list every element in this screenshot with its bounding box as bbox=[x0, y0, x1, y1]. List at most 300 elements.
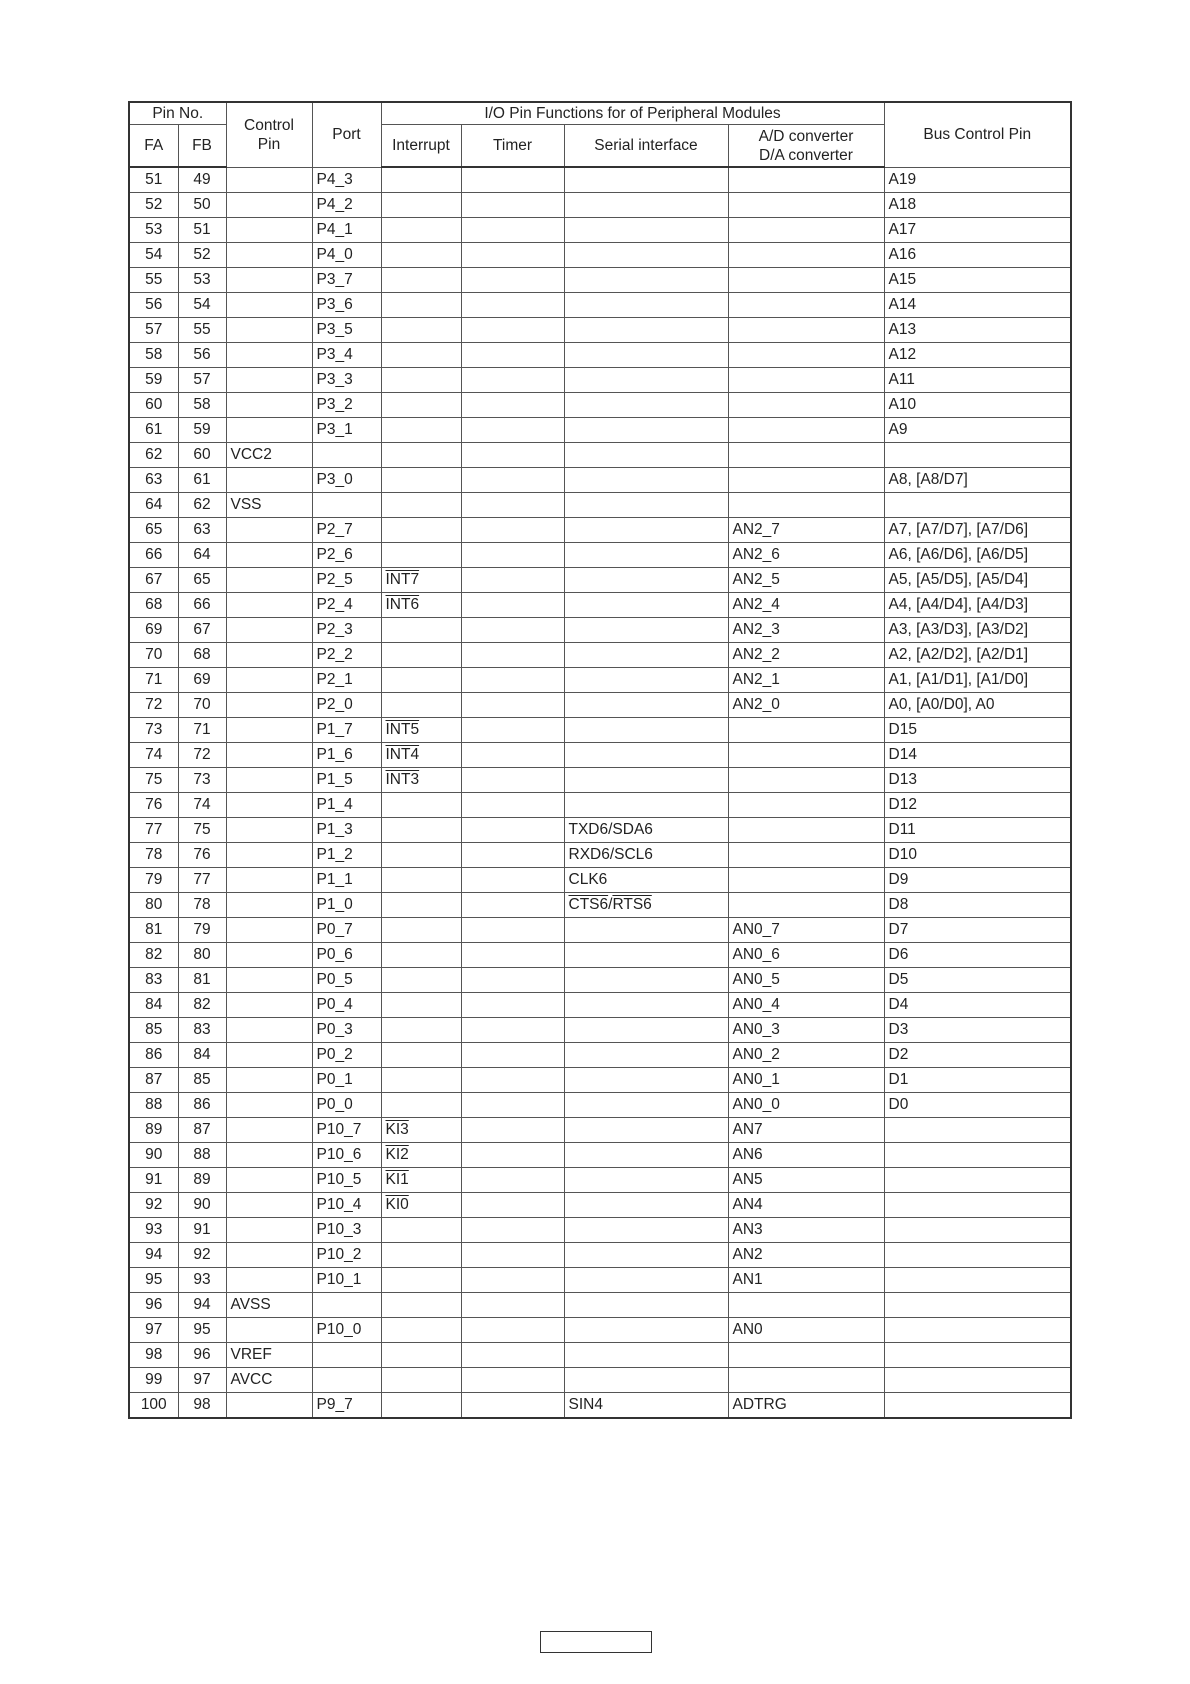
cell-fb bbox=[178, 1393, 226, 1419]
cell-control bbox=[226, 993, 312, 1018]
cell-ad bbox=[728, 618, 884, 643]
cell-fb-text: 49 bbox=[193, 171, 211, 188]
cell-ad bbox=[728, 868, 884, 893]
cell-control-text: VREF bbox=[230, 1346, 272, 1363]
cell-interrupt bbox=[381, 618, 461, 643]
table-row bbox=[129, 718, 1071, 743]
pin-function-table bbox=[128, 101, 1072, 1419]
cell-interrupt bbox=[381, 1168, 461, 1193]
cell-fb-text: 89 bbox=[193, 1171, 211, 1188]
cell-bus-text: A10 bbox=[888, 396, 917, 413]
cell-timer bbox=[461, 843, 564, 868]
cell-bus bbox=[884, 1143, 1071, 1168]
cell-fa-text: 98 bbox=[145, 1346, 163, 1363]
cell-fb-text: 83 bbox=[193, 1021, 211, 1038]
cell-bus bbox=[884, 1318, 1071, 1343]
cell-fa-text: 91 bbox=[145, 1171, 163, 1188]
table-row bbox=[129, 543, 1071, 568]
table-row bbox=[129, 318, 1071, 343]
cell-fa bbox=[129, 218, 178, 243]
table-row bbox=[129, 618, 1071, 643]
cell-interrupt bbox=[381, 668, 461, 693]
table-row bbox=[129, 1193, 1071, 1218]
header-interrupt: Interrupt bbox=[381, 125, 461, 168]
cell-serial bbox=[564, 218, 728, 243]
cell-fb bbox=[178, 218, 226, 243]
cell-fa-text: 56 bbox=[145, 296, 163, 313]
table-row bbox=[129, 1143, 1071, 1168]
cell-interrupt bbox=[381, 343, 461, 368]
cell-control bbox=[226, 1393, 312, 1419]
cell-ad-text: AN4 bbox=[732, 1196, 763, 1213]
cell-fb bbox=[178, 643, 226, 668]
cell-port-text: P1_5 bbox=[316, 771, 353, 788]
cell-port-text: P1_1 bbox=[316, 871, 353, 888]
cell-port-text: P3_2 bbox=[316, 396, 353, 413]
cell-fa-text: 76 bbox=[145, 796, 163, 813]
cell-control bbox=[226, 1368, 312, 1393]
cell-ad-text: AN0_6 bbox=[732, 946, 780, 963]
cell-control bbox=[226, 318, 312, 343]
cell-bus-text: D10 bbox=[888, 846, 917, 863]
cell-port-text: P4_3 bbox=[316, 170, 353, 188]
table-row bbox=[129, 818, 1071, 843]
cell-fb bbox=[178, 393, 226, 418]
cell-timer bbox=[461, 1193, 564, 1218]
cell-serial bbox=[564, 1143, 728, 1168]
cell-fa-text: 68 bbox=[145, 596, 163, 613]
cell-timer bbox=[461, 493, 564, 518]
cell-port bbox=[312, 1043, 381, 1068]
cell-interrupt-text: INT6 bbox=[385, 596, 420, 613]
cell-fb-text: 94 bbox=[193, 1296, 211, 1313]
cell-timer bbox=[461, 918, 564, 943]
cell-bus bbox=[884, 167, 1071, 193]
cell-timer bbox=[461, 1243, 564, 1268]
cell-fb bbox=[178, 843, 226, 868]
cell-fb bbox=[178, 1018, 226, 1043]
cell-timer bbox=[461, 167, 564, 193]
table-row bbox=[129, 693, 1071, 718]
cell-control bbox=[226, 893, 312, 918]
cell-fb-text: 82 bbox=[193, 996, 211, 1013]
cell-fb bbox=[178, 1168, 226, 1193]
cell-port bbox=[312, 593, 381, 618]
cell-bus-text: A2, [A2/D2], [A2/D1] bbox=[888, 646, 1029, 663]
cell-port-text: P0_7 bbox=[316, 921, 353, 938]
cell-port-text: P0_1 bbox=[316, 1071, 353, 1088]
cell-fb-text: 76 bbox=[193, 846, 211, 863]
cell-bus bbox=[884, 693, 1071, 718]
cell-port-text: P9_7 bbox=[316, 1396, 353, 1413]
cell-fa-text: 89 bbox=[145, 1121, 163, 1138]
table-row bbox=[129, 793, 1071, 818]
table-row bbox=[129, 768, 1071, 793]
cell-fa-text: 86 bbox=[145, 1046, 163, 1063]
cell-fa-text: 74 bbox=[145, 746, 163, 763]
cell-control bbox=[226, 518, 312, 543]
table-row bbox=[129, 1168, 1071, 1193]
cell-port bbox=[312, 1118, 381, 1143]
cell-serial bbox=[564, 693, 728, 718]
cell-port bbox=[312, 568, 381, 593]
cell-fb bbox=[178, 918, 226, 943]
cell-bus bbox=[884, 1268, 1071, 1293]
cell-fb bbox=[178, 743, 226, 768]
cell-fa bbox=[129, 443, 178, 468]
cell-interrupt-text: KI1 bbox=[385, 1171, 409, 1188]
cell-bus bbox=[884, 793, 1071, 818]
cell-port-text: P1_4 bbox=[316, 796, 353, 813]
cell-bus-text: D13 bbox=[888, 771, 917, 788]
cell-control bbox=[226, 543, 312, 568]
cell-ad bbox=[728, 293, 884, 318]
cell-bus bbox=[884, 818, 1071, 843]
cell-interrupt bbox=[381, 468, 461, 493]
cell-interrupt bbox=[381, 418, 461, 443]
cell-fb bbox=[178, 343, 226, 368]
cell-fa-text: 94 bbox=[145, 1246, 163, 1263]
cell-bus bbox=[884, 368, 1071, 393]
cell-bus bbox=[884, 218, 1071, 243]
cell-fb bbox=[178, 1368, 226, 1393]
cell-bus bbox=[884, 868, 1071, 893]
cell-timer bbox=[461, 1093, 564, 1118]
cell-fb bbox=[178, 268, 226, 293]
cell-interrupt bbox=[381, 268, 461, 293]
cell-port bbox=[312, 1068, 381, 1093]
cell-timer bbox=[461, 1043, 564, 1068]
cell-fa bbox=[129, 718, 178, 743]
cell-serial bbox=[564, 968, 728, 993]
cell-timer bbox=[461, 743, 564, 768]
cell-port-text: P3_1 bbox=[316, 421, 353, 438]
cell-control bbox=[226, 443, 312, 468]
cell-port bbox=[312, 893, 381, 918]
cell-bus-text: D5 bbox=[888, 971, 909, 988]
cell-fa bbox=[129, 167, 178, 193]
cell-serial bbox=[564, 1318, 728, 1343]
cell-timer bbox=[461, 443, 564, 468]
cell-ad bbox=[728, 693, 884, 718]
cell-timer bbox=[461, 1068, 564, 1093]
cell-fb bbox=[178, 768, 226, 793]
cell-ad bbox=[728, 368, 884, 393]
cell-port bbox=[312, 843, 381, 868]
cell-control bbox=[226, 468, 312, 493]
cell-interrupt bbox=[381, 568, 461, 593]
header-da-converter: D/A converter bbox=[759, 146, 853, 164]
table-row bbox=[129, 968, 1071, 993]
cell-bus-text: A13 bbox=[888, 321, 917, 338]
cell-fa-text: 57 bbox=[145, 321, 163, 338]
cell-timer bbox=[461, 793, 564, 818]
cell-serial bbox=[564, 943, 728, 968]
cell-control bbox=[226, 718, 312, 743]
table-row bbox=[129, 893, 1071, 918]
cell-interrupt bbox=[381, 1143, 461, 1168]
cell-serial bbox=[564, 893, 728, 918]
cell-fa-text: 87 bbox=[145, 1071, 163, 1088]
cell-ad bbox=[728, 1293, 884, 1318]
cell-interrupt bbox=[381, 843, 461, 868]
cell-port bbox=[312, 768, 381, 793]
cell-port bbox=[312, 318, 381, 343]
cell-bus-text: A14 bbox=[888, 296, 917, 313]
cell-timer bbox=[461, 268, 564, 293]
cell-port-text: P0_3 bbox=[316, 1021, 353, 1038]
cell-serial bbox=[564, 818, 728, 843]
cell-fa bbox=[129, 468, 178, 493]
cell-bus bbox=[884, 668, 1071, 693]
cell-bus bbox=[884, 418, 1071, 443]
cell-serial bbox=[564, 768, 728, 793]
cell-fa-text: 67 bbox=[145, 571, 163, 588]
cell-control bbox=[226, 1143, 312, 1168]
cell-fb bbox=[178, 1143, 226, 1168]
cell-interrupt bbox=[381, 543, 461, 568]
cell-control bbox=[226, 418, 312, 443]
cell-ad-text: AN2_0 bbox=[732, 696, 780, 713]
cell-bus-text: A12 bbox=[888, 346, 917, 363]
cell-fa bbox=[129, 1343, 178, 1368]
cell-fa-text: 60 bbox=[145, 396, 163, 413]
cell-bus bbox=[884, 1018, 1071, 1043]
cell-control bbox=[226, 1343, 312, 1368]
cell-fa bbox=[129, 193, 178, 218]
cell-fa-text: 61 bbox=[145, 421, 163, 438]
cell-fa bbox=[129, 818, 178, 843]
cell-timer bbox=[461, 1218, 564, 1243]
cell-control bbox=[226, 918, 312, 943]
cell-port bbox=[312, 1368, 381, 1393]
cell-ad bbox=[728, 1343, 884, 1368]
cell-port bbox=[312, 743, 381, 768]
cell-fa bbox=[129, 668, 178, 693]
cell-fa-text: 51 bbox=[145, 171, 163, 188]
cell-port bbox=[312, 1343, 381, 1368]
header-fa: FA bbox=[129, 125, 178, 168]
cell-interrupt bbox=[381, 218, 461, 243]
header-serial-interface: Serial interface bbox=[564, 125, 728, 168]
cell-serial bbox=[564, 518, 728, 543]
cell-control bbox=[226, 743, 312, 768]
cell-ad bbox=[728, 643, 884, 668]
cell-interrupt bbox=[381, 193, 461, 218]
cell-bus-text: D9 bbox=[888, 871, 909, 888]
cell-port bbox=[312, 1318, 381, 1343]
cell-fb-text: 64 bbox=[193, 546, 211, 563]
cell-fb bbox=[178, 193, 226, 218]
cell-interrupt bbox=[381, 518, 461, 543]
cell-timer bbox=[461, 593, 564, 618]
cell-fb-text: 91 bbox=[193, 1221, 211, 1238]
cell-fa bbox=[129, 943, 178, 968]
cell-bus bbox=[884, 293, 1071, 318]
cell-port bbox=[312, 243, 381, 268]
cell-bus bbox=[884, 1193, 1071, 1218]
cell-port bbox=[312, 268, 381, 293]
cell-fb-text: 69 bbox=[193, 671, 211, 688]
cell-control bbox=[226, 268, 312, 293]
cell-port-text: P10_5 bbox=[316, 1171, 362, 1188]
cell-control bbox=[226, 1093, 312, 1118]
cell-fb-text: 62 bbox=[193, 496, 211, 513]
cell-fa-text: 71 bbox=[145, 671, 163, 688]
table-row bbox=[129, 393, 1071, 418]
cell-serial bbox=[564, 1093, 728, 1118]
cell-control bbox=[226, 293, 312, 318]
cell-port-text: P4_2 bbox=[316, 196, 353, 213]
cell-port bbox=[312, 1143, 381, 1168]
cell-timer bbox=[461, 643, 564, 668]
cell-ad bbox=[728, 318, 884, 343]
cell-control bbox=[226, 243, 312, 268]
cell-ad bbox=[728, 768, 884, 793]
cell-bus-text: D7 bbox=[888, 921, 909, 938]
cell-fb-text: 52 bbox=[193, 246, 211, 263]
cell-fb bbox=[178, 793, 226, 818]
cell-ad bbox=[728, 1243, 884, 1268]
cell-bus-text: D11 bbox=[888, 821, 916, 838]
table-row bbox=[129, 1293, 1071, 1318]
cell-timer bbox=[461, 993, 564, 1018]
cell-fb bbox=[178, 568, 226, 593]
cell-fa-text: 75 bbox=[145, 771, 163, 788]
cell-fa-text: 64 bbox=[145, 496, 163, 513]
cell-fb bbox=[178, 718, 226, 743]
cell-fb-text: 98 bbox=[193, 1396, 211, 1413]
cell-bus-text: A4, [A4/D4], [A4/D3] bbox=[888, 596, 1029, 613]
cell-fa-text: 96 bbox=[145, 1296, 163, 1313]
table-row bbox=[129, 1093, 1071, 1118]
cell-port-text: P3_4 bbox=[316, 346, 353, 363]
cell-control bbox=[226, 618, 312, 643]
cell-fb-text: 61 bbox=[193, 471, 211, 488]
cell-bus-text: A3, [A3/D3], [A3/D2] bbox=[888, 621, 1029, 638]
table-row bbox=[129, 843, 1071, 868]
cell-bus-text: D8 bbox=[888, 896, 909, 913]
cell-fa bbox=[129, 1218, 178, 1243]
cell-fa-text: 52 bbox=[145, 196, 163, 213]
cell-control bbox=[226, 1068, 312, 1093]
cell-bus-text: A6, [A6/D6], [A6/D5] bbox=[888, 546, 1029, 563]
cell-ad bbox=[728, 418, 884, 443]
cell-fb-text: 86 bbox=[193, 1096, 211, 1113]
cell-interrupt-text: KI0 bbox=[385, 1196, 409, 1213]
cell-bus bbox=[884, 1093, 1071, 1118]
table-row bbox=[129, 1043, 1071, 1068]
cell-timer bbox=[461, 1268, 564, 1293]
cell-interrupt bbox=[381, 968, 461, 993]
cell-fa bbox=[129, 318, 178, 343]
cell-ad bbox=[728, 568, 884, 593]
cell-interrupt bbox=[381, 1218, 461, 1243]
cell-timer bbox=[461, 1293, 564, 1318]
cell-ad bbox=[728, 518, 884, 543]
cell-fa bbox=[129, 893, 178, 918]
cell-serial bbox=[564, 1293, 728, 1318]
cell-port bbox=[312, 1218, 381, 1243]
cell-fa bbox=[129, 743, 178, 768]
cell-control bbox=[226, 768, 312, 793]
cell-fa-text: 92 bbox=[145, 1196, 163, 1213]
cell-bus bbox=[884, 1168, 1071, 1193]
cell-control bbox=[226, 393, 312, 418]
cell-interrupt bbox=[381, 643, 461, 668]
cell-serial bbox=[564, 193, 728, 218]
cell-port-text: P1_0 bbox=[316, 896, 353, 913]
cell-port-text: P1_6 bbox=[316, 746, 353, 763]
cell-port-text: P3_7 bbox=[316, 271, 353, 288]
cell-ad bbox=[728, 443, 884, 468]
cell-fa-text: 72 bbox=[145, 696, 163, 713]
cell-timer bbox=[461, 293, 564, 318]
cell-port bbox=[312, 1018, 381, 1043]
cell-ad bbox=[728, 493, 884, 518]
cell-interrupt bbox=[381, 1268, 461, 1293]
cell-port-text: P0_5 bbox=[316, 971, 353, 988]
cell-serial bbox=[564, 593, 728, 618]
cell-timer bbox=[461, 768, 564, 793]
cell-fa bbox=[129, 1018, 178, 1043]
cell-ad bbox=[728, 1193, 884, 1218]
header-io-functions: I/O Pin Functions for of Peripheral Modules bbox=[381, 102, 884, 125]
cell-timer bbox=[461, 1318, 564, 1343]
cell-fb bbox=[178, 1043, 226, 1068]
cell-serial bbox=[564, 618, 728, 643]
cell-fa-text: 90 bbox=[145, 1146, 163, 1163]
cell-port bbox=[312, 468, 381, 493]
cell-ad bbox=[728, 593, 884, 618]
header-ad-converter: A/D converter bbox=[758, 127, 854, 145]
cell-interrupt-text: INT7 bbox=[385, 571, 420, 588]
cell-timer bbox=[461, 943, 564, 968]
cell-fb-text: 75 bbox=[193, 821, 211, 838]
cell-serial bbox=[564, 1118, 728, 1143]
cell-serial bbox=[564, 643, 728, 668]
cell-serial bbox=[564, 468, 728, 493]
cell-ad bbox=[728, 1393, 884, 1419]
header-control-pin-line2: Pin bbox=[257, 135, 281, 153]
cell-fb bbox=[178, 1293, 226, 1318]
header-ad-da-converter bbox=[728, 125, 884, 168]
cell-port-text: P10_2 bbox=[316, 1246, 362, 1263]
cell-ad-text: AN5 bbox=[732, 1171, 763, 1188]
cell-control bbox=[226, 693, 312, 718]
cell-port bbox=[312, 618, 381, 643]
cell-fb bbox=[178, 1218, 226, 1243]
cell-serial-text: CLK6 bbox=[568, 871, 608, 888]
cell-ad-text: AN2_7 bbox=[732, 521, 780, 538]
cell-bus bbox=[884, 1243, 1071, 1268]
cell-interrupt bbox=[381, 768, 461, 793]
cell-serial bbox=[564, 268, 728, 293]
cell-control bbox=[226, 1193, 312, 1218]
cell-timer bbox=[461, 618, 564, 643]
cell-fa bbox=[129, 393, 178, 418]
cell-port bbox=[312, 368, 381, 393]
cell-fa-text: 58 bbox=[145, 346, 163, 363]
cell-bus-text: A18 bbox=[888, 196, 917, 213]
cell-fa bbox=[129, 568, 178, 593]
cell-serial bbox=[564, 868, 728, 893]
cell-fa-text: 77 bbox=[145, 821, 163, 838]
cell-interrupt-text: INT5 bbox=[385, 721, 420, 738]
cell-timer bbox=[461, 568, 564, 593]
cell-ad-text: AN0_5 bbox=[732, 971, 780, 988]
cell-bus-text: A5, [A5/D5], [A5/D4] bbox=[888, 571, 1029, 588]
